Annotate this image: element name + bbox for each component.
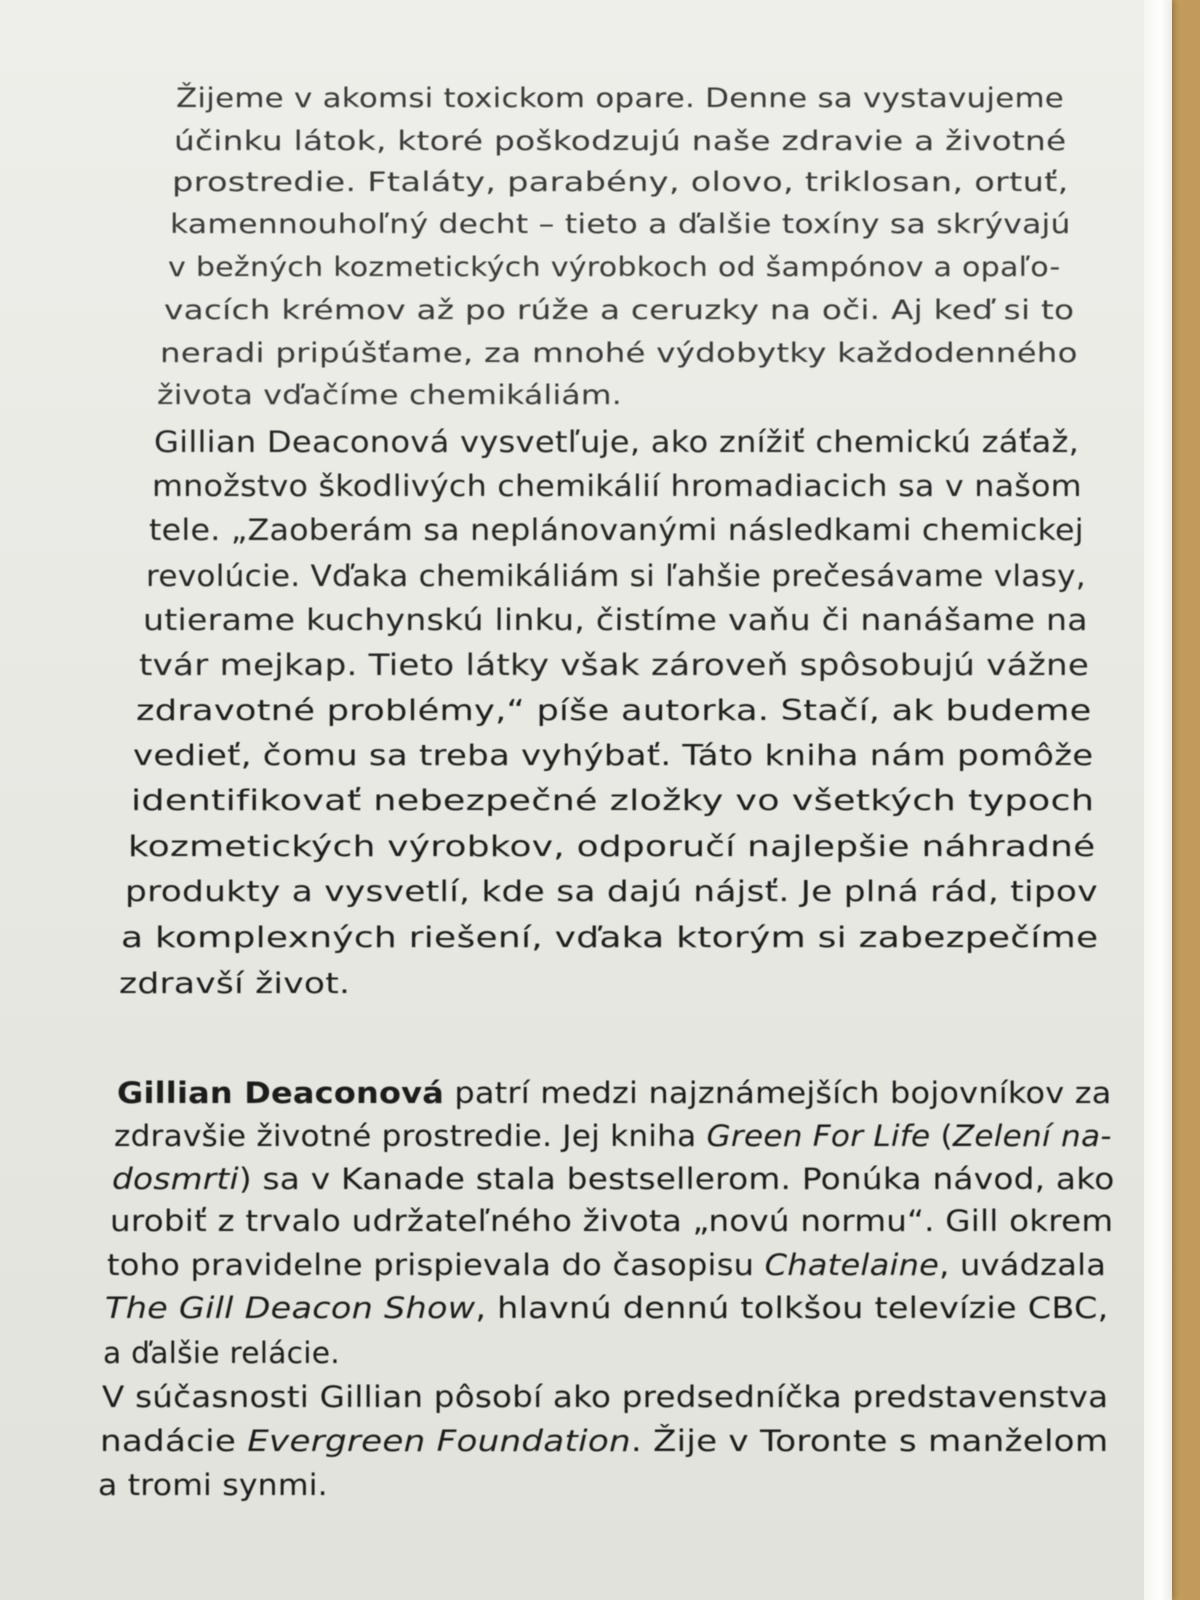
text-segment: a tromi synmi. — [98, 1468, 328, 1502]
text-segment: , uvádzala — [939, 1248, 1107, 1282]
text-line — [136, 694, 1092, 727]
text-segment: Gillian Deaconová vysvetľuje, ako znížiť chemickú záťaž, — [154, 425, 1080, 459]
text-segment: zdravotné problémy,“ píše autorka. Stačí, ak budeme — [136, 694, 1092, 727]
text-segment: utierame kuchynskú linku, čistíme vaňu či nanášame na — [143, 603, 1088, 637]
text-line — [154, 425, 1080, 459]
text-segment: zdravšie životné prostredie. Jej kniha — [114, 1119, 707, 1153]
text-line — [176, 83, 1065, 114]
text-line — [105, 1291, 1109, 1325]
text-segment: urobiť z trvalo udržateľného života „novú normu“. Gill okrem — [110, 1204, 1114, 1238]
text-segment: neradi pripúšťame, za mnohé výdobytky každodenného — [160, 338, 1078, 369]
text-segment: zdravší život. — [119, 967, 351, 1000]
text-line — [172, 167, 1069, 198]
text-segment: . Žije v Toronte s manželom — [630, 1424, 1109, 1458]
text-line — [164, 295, 1075, 326]
italic-title: Chatelaine — [764, 1248, 940, 1282]
text-segment: tele. „Zaoberám sa neplánovanými následkami chemickej — [149, 513, 1084, 547]
text-segment: Žijeme v akomsi toxickom opare. Denne sa vystavujeme — [176, 83, 1065, 114]
text-line — [110, 1204, 1114, 1238]
text-segment: , hlavnú dennú tolkšou televízie CBC, — [475, 1291, 1109, 1325]
text-line — [146, 559, 1086, 593]
text-line — [103, 1336, 340, 1370]
italic-title: The Gill Deacon Show — [105, 1291, 476, 1325]
italic-title: Zelení na- — [952, 1119, 1112, 1153]
text-line — [128, 830, 1096, 863]
text-segment: prostredie. Ftaláty, parabény, olovo, triklosan, ortuť, — [172, 167, 1069, 198]
italic-title: dosmrti — [112, 1162, 239, 1196]
text-segment: množstvo škodlivých chemikálií hromadiacich sa v našom — [152, 469, 1082, 503]
text-segment: kamennouhoľný decht – tieto a ďalšie toxíny sa skrývajú — [170, 209, 1071, 240]
text-segment: vacích krémov až po rúže a ceruzky na oči. Aj keď si to — [164, 295, 1075, 326]
text-segment: života vďačíme chemikáliám. — [157, 380, 623, 411]
text-line — [133, 739, 1094, 772]
text-segment: ( — [930, 1119, 953, 1153]
text-line — [174, 126, 1067, 157]
text-line — [114, 1119, 1112, 1153]
text-line — [131, 784, 1095, 817]
text-line — [121, 921, 1099, 954]
text-line — [112, 1162, 1115, 1196]
text-line — [149, 513, 1084, 547]
text-segment: identifikovať nebezpečné zložky vo všetkých typoch — [131, 784, 1095, 817]
text-segment: patrí medzi najznámejších bojovníkov za — [443, 1076, 1112, 1110]
italic-title: Evergreen Foundation — [247, 1424, 631, 1458]
text-line — [125, 875, 1098, 908]
text-line — [143, 603, 1088, 637]
text-line — [170, 209, 1071, 240]
text-segment: nadácie — [100, 1424, 248, 1458]
text-line — [100, 1424, 1109, 1458]
text-line — [117, 1076, 1112, 1110]
text-segment: toho pravidelne prispievala do časopisu — [107, 1248, 765, 1282]
text-line — [102, 1380, 1109, 1414]
text-segment: účinku látok, ktoré poškodzujú naše zdravie a životné — [174, 126, 1067, 157]
text-line — [168, 252, 1061, 283]
text-segment: kozmetických výrobkov, odporučí najlepšie náhradné — [128, 830, 1096, 863]
text-line — [157, 380, 623, 411]
author-name: Gillian Deaconová — [117, 1076, 444, 1110]
text-segment: vedieť, čomu sa treba vyhýbať. Táto kniha nám pomôže — [133, 739, 1094, 772]
text-line — [139, 648, 1090, 682]
text-line — [98, 1468, 328, 1502]
text-segment: v bežných kozmetických výrobkoch od šampónov a opaľo- — [168, 252, 1061, 283]
text-segment: produkty a vysvetlí, kde sa dajú nájsť. Je plná rád, tipov — [125, 875, 1098, 908]
italic-title: Green For Life — [706, 1119, 931, 1153]
text-segment: ) sa v Kanade stala bestsellerom. Ponúka návod, ako — [238, 1162, 1115, 1196]
text-segment: revolúcie. Vďaka chemikáliám si ľahšie prečesávame vlasy, — [146, 559, 1086, 593]
text-line — [119, 967, 351, 1000]
text-segment: V súčasnosti Gillian pôsobí ako predsedníčka predstavenstva — [102, 1380, 1109, 1414]
text-line — [152, 469, 1082, 503]
text-line — [107, 1248, 1107, 1282]
text-segment: a komplexných riešení, vďaka ktorým si zabezpečíme — [121, 921, 1099, 954]
text-line — [160, 338, 1078, 369]
text-segment: tvár mejkap. Tieto látky však zároveň spôsobujú vážne — [139, 648, 1090, 682]
text-segment: a ďalšie relácie. — [103, 1336, 340, 1370]
